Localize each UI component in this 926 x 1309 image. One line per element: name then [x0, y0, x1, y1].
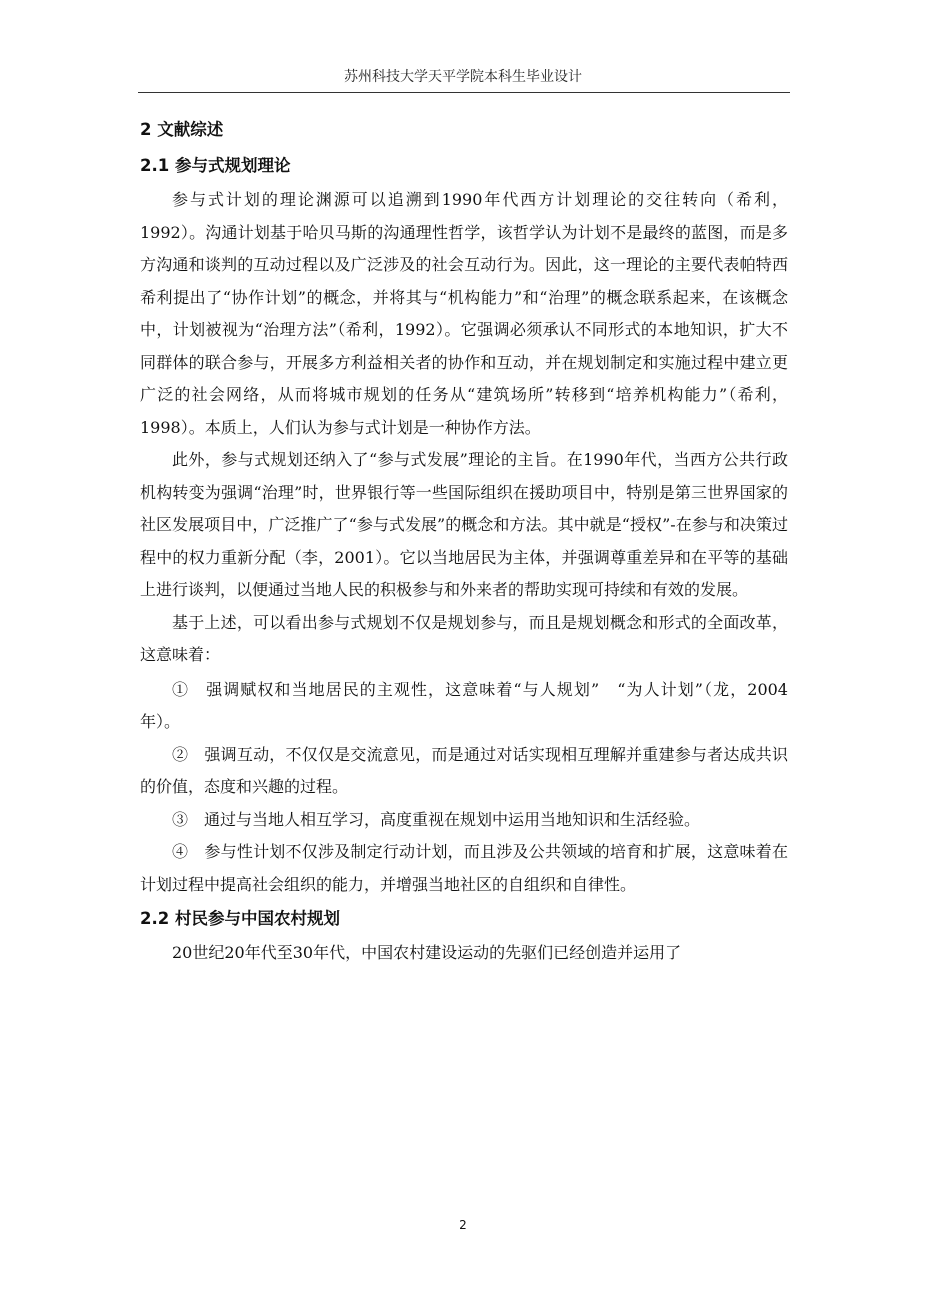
section-2-1-heading: 2.1 参与式规划理论	[140, 156, 291, 175]
list-item-1: ① 强调赋权和当地居民的主观性，这意味着“与人规划” “为人计划”（龙，2004年）。	[140, 679, 788, 731]
paragraph-2-2-1: 20世纪20年代至30年代，中国农村建设运动的先驱们已经创造并运用了	[172, 943, 682, 962]
section-2-heading: 2 文献综述	[140, 120, 224, 139]
paragraph-2-1-2: 此外，参与式规划还纳入了“参与式发展”理论的主旨。在1990年代，当西方公共行政机构转变为强调“治理”时，世界银行等一些国际组织在援助项目中，特别是第三世界国家的社区发展项目中，广泛推广了“参与式发展”的概念和方法。其中就是“授权”-在参与和决策过程中的权力重新分配（李，2001）。它以当地居民为主体，并强调尊重差异和在平等的基础上进行谈判，以便通过当地人民的积极参与和外来者的帮助实现可持续和有效的发展。	[140, 450, 788, 599]
page-body	[140, 112, 788, 970]
paragraph-2-1-1: 参与式计划的理论渊源可以追溯到1990年代西方计划理论的交往转向（希利，1992）。沟通计划基于哈贝马斯的沟通理性哲学，该哲学认为计划不是最终的蓝图，而是多方沟通和谈判的互动过程以及广泛涉及的社会互动行为。因此，这一理论的主要代表帕特西希利提出了“协作计划”的概念，并将其与“机构能力”和“治理”的概念联系起来，在该概念中，计划被视为“治理方法”（希利，1992）。它强调必须承认不同形式的本地知识，扩大不同群体的联合参与，开展多方利益相关者的协作和互动，并在规划制定和实施过程中建立更广泛的社会网络，从而将城市规划的任务从“建筑场所”转移到“培养机构能力”（希利，1998）。本质上，人们认为参与式计划是一种协作方法。	[140, 190, 788, 437]
header-rule	[138, 92, 790, 93]
list-item-3: ③ 通过与当地人相互学习，高度重视在规划中运用当地知识和生活经验。	[172, 809, 701, 829]
list-item-4: ④ 参与性计划不仅涉及制定行动计划，而且涉及公共领域的培育和扩展，这意味着在计划过程中提高社会组织的能力，并增强当地社区的自组织和自律性。	[140, 842, 788, 894]
paragraph-2-1-3: 基于上述，可以看出参与式规划不仅是规划参与，而且是规划概念和形式的全面改革，这意味着：	[140, 612, 788, 664]
running-header: 苏州科技大学天平学院本科生毕业设计	[344, 69, 582, 85]
section-2-2-heading: 2.2 村民参与中国农村规划	[140, 909, 340, 928]
page-number: 2	[459, 1218, 467, 1232]
list-item-2: ② 强调互动，不仅仅是交流意见，而是通过对话实现相互理解并重建参与者达成共识的价值，态度和兴趣的过程。	[140, 744, 788, 796]
